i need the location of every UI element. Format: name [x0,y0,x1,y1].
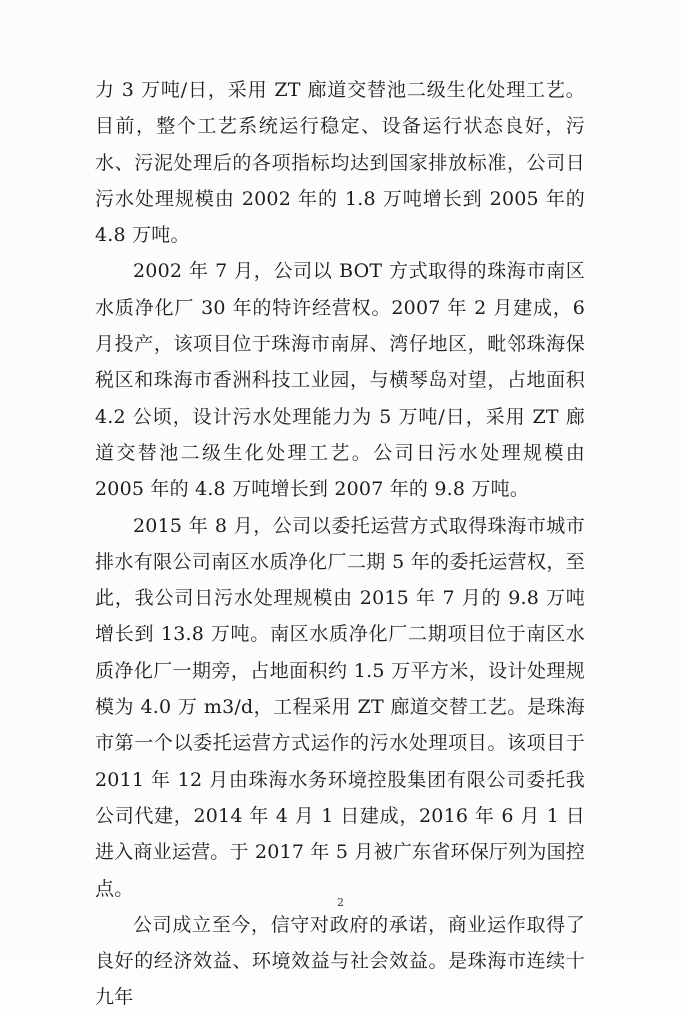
body-text [95,72,585,1016]
paragraph-2015: 2015 年 8 月，公司以委托运营方式取得珠海市城市排水有限公司南区水质净化厂二期 5 年的委托运营权，至此，我公司日污水处理规模由 2015 年 7 月的 9.8 万吨增长到 13.8 万吨。南区水质净化厂二期项目位于南区水质净化厂一期旁，占地面积约 1.5 万平方米，设计处理规模为 4.0 万 m3/d，工程采用 ZT 廊道交替工艺。是珠海市第一个以委托运营方式运作的污水处理项目。该项目于 2011 年 12 月由珠海水务环境控股集团有限公司委托我公司代建，2014 年 4 月 1 日建成，2016 年 6 月 1 日进入商业运营。于 2017 年 5 月被广东省环保厅列为国控点。 [95,514,585,900]
paragraph-continuation: 力 3 万吨/日，采用 ZT 廊道交替池二级生化处理工艺。目前，整个工艺系统运行稳定、设备运行状态良好，污水、污泥处理后的各项指标均达到国家排放标准，公司日污水处理规模由 2002 年的 1.8 万吨增长到 2005 年的 4.8 万吨。 [95,79,585,247]
page-number: 2 [337,896,344,909]
paragraph-2002: 2002 年 7 月，公司以 BOT 方式取得的珠海市南区水质净化厂 30 年的特许经营权。2007 年 2 月建成，6 月投产，该项目位于珠海市南屏、湾仔地区，毗邻珠海保税区和珠海市香洲科技工业园，与横琴岛对望，占地面积 4.2 公顷，设计污水处理能力为 5 万吨/日，采用 ZT 廊道交替池二级生化处理工艺。公司日污水处理规模由 2005 年的 4.8 万吨增长到 2007 年的 9.8 万吨。 [95,260,585,501]
paragraph-summary: 公司成立至今，信守对政府的承诺，商业运作取得了良好的经济效益、环境效益与社会效益。是珠海市连续十九年 [95,913,585,1009]
